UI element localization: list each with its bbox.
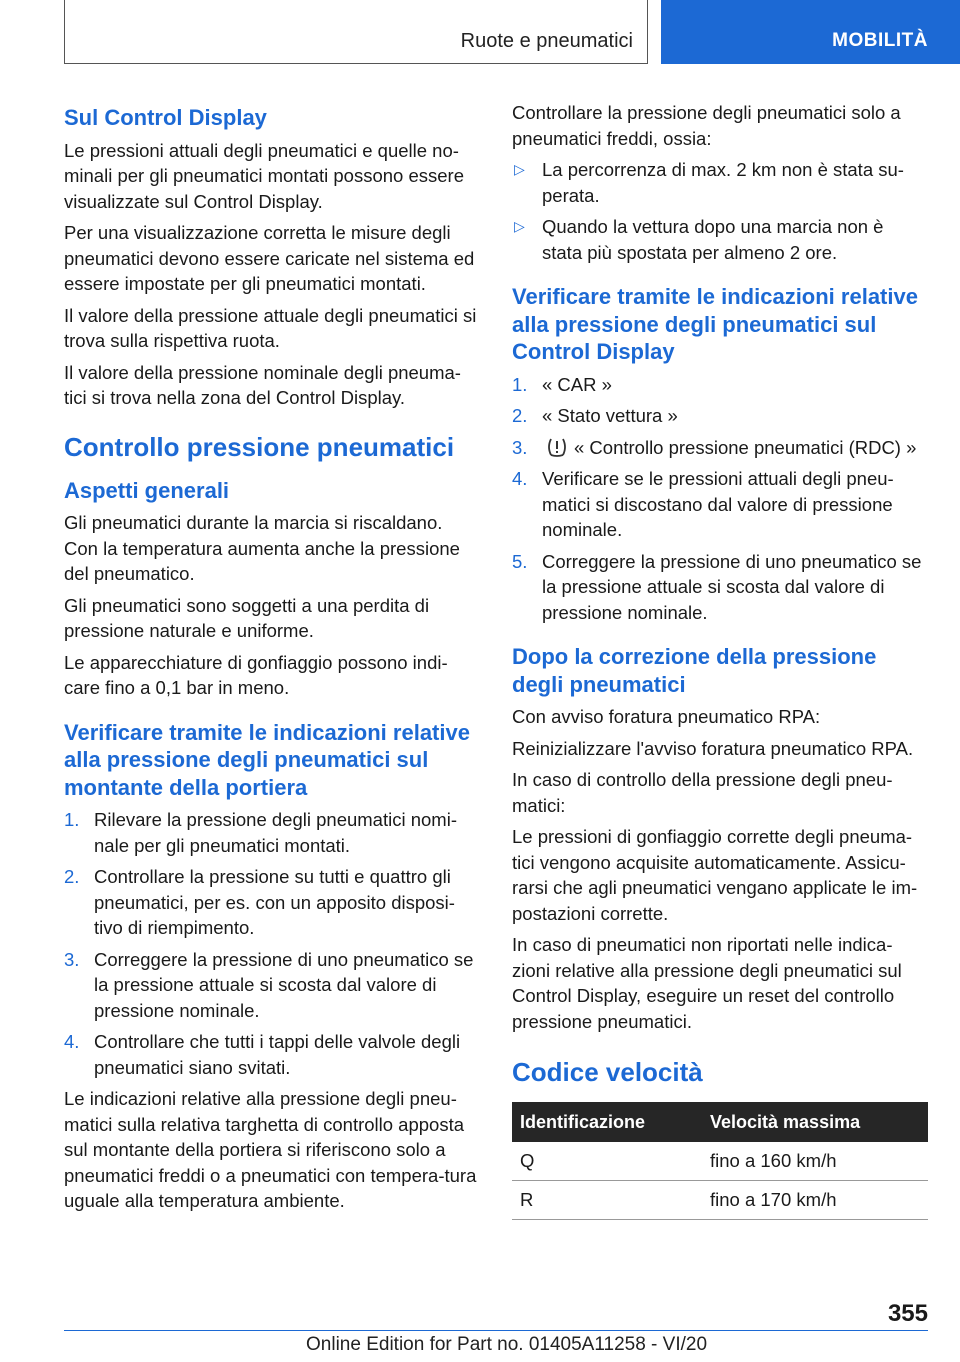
bullet-list [512,157,928,265]
table-cell: R [512,1181,702,1220]
paragraph: Gli pneumatici durante la marcia si riscaldano. Con la temperatura aumenta anche la pressione del pneumatico. [64,512,460,584]
section-title: Ruote e pneumatici [460,30,633,52]
chapter-title: MOBILITÀ [832,30,928,51]
step-text: Verificare se le pressioni attuali degli pneu-matici si discostano dal valore di pressione nominale. [542,468,894,540]
heading-control-display-check: Verificare tramite le indicazioni relative alla pressione degli pneumatici sul Control Display [512,284,918,364]
list-item [512,157,928,208]
table-row [512,1181,928,1220]
step-text: Correggere la pressione di uno pneumatico se la pressione attuale si scosta dal valore di pressione nominale. [94,948,474,1021]
step-text: Correggere la pressione di uno pneumatico se la pressione attuale si scosta dal valore di pressione nominale. [542,550,922,623]
step-number: 3. [64,948,80,970]
list-item [64,864,478,941]
paragraph: Le pressioni di gonfiaggio corrette degli pneuma-tici vengono acquisite automaticamente. Assicu-rarsi che agli pneumatici vengano applicate le im-postazioni corrette. [512,826,918,924]
heading-dopo-correzione: Dopo la correzione della pressione degli pneumatici [512,644,877,697]
footer-divider [64,1330,928,1331]
heading-codice-velocita: Codice velocità [512,1057,703,1087]
column-header: Velocità massima [702,1102,928,1142]
paragraph: Le apparecchiature di gonfiaggio possono indi-care fino a 0,1 bar in meno. [64,651,448,698]
paragraph: Le indicazioni relative alla pressione degli pneu-matici sulla relativa targhetta di controllo apposta sul montante della portiera si riferiscono solo a pneumatici freddi o a pneumatici con tempera-tura uguale alla temperatura ambiente. [64,1088,477,1211]
left-column [64,100,478,1220]
step-text: « CAR » [542,373,612,395]
paragraph: Gli pneumatici sono soggetti a una perdita di pressione naturale e uniforme. [64,594,430,641]
step-text: Controllare che tutti i tappi delle valvole degli pneumatici siano svitati. [94,1031,461,1078]
speed-code-table [512,1102,928,1220]
table-cell: fino a 160 km/h [702,1142,928,1181]
paragraph: Le pressioni attuali degli pneumatici e quelle no-minali per gli pneumatici montati possono essere visualizzate sul Control Display. [64,139,465,212]
steps-list-montante [64,807,478,1080]
bullet-text: Quando la vettura dopo una marcia non è stata più spostata per almeno 2 ore. [542,216,884,263]
chapter-tab [661,0,960,64]
paragraph: Con avviso foratura pneumatico RPA: [512,706,821,727]
step-number: 4. [512,468,528,489]
bullet-text: La percorrenza di max. 2 km non è stata su-perata. [542,159,904,206]
step-text: Rilevare la pressione degli pneumatici nomi-nale per gli pneumatici montati. [94,809,457,856]
step-number: 3. [512,436,528,458]
paragraph: Reinizializzare l'avviso foratura pneumatico RPA. [512,737,914,759]
steps-list-display [512,372,928,626]
table-header-row [512,1102,928,1142]
right-column [512,100,928,1220]
step-number: 1. [512,373,528,395]
step-number: 5. [512,550,528,572]
table-cell: fino a 170 km/h [702,1181,928,1220]
table-cell: Q [512,1142,702,1181]
list-item [64,1029,478,1080]
page-number: 355 [887,1300,928,1327]
footer-edition: Online Edition for Part no. 01405A11258 - VI/20 [306,1334,708,1355]
list-item [512,214,928,265]
list-item [512,549,928,626]
tire-pressure-warning-icon [546,437,568,457]
heading-control-display: Sul Control Display [64,105,267,130]
triangle-bullet-icon: ▷ [514,218,525,234]
heading-aspetti-generali: Aspetti generali [64,477,230,503]
step-text: « Controllo pressione pneumatici (RDC) » [574,436,917,458]
page-header [0,0,960,66]
list-item [512,403,928,429]
paragraph: Per una visualizzazione corretta le misure degli pneumatici devono essere caricate nel sistema ed essere impostate per gli pneumatici montati. [64,222,475,294]
step-number: 2. [512,405,528,426]
list-item [512,372,928,398]
table-row [512,1142,928,1181]
section-header-box [64,0,648,64]
list-item [64,947,478,1024]
triangle-bullet-icon: ▷ [514,161,525,177]
paragraph: In caso di controllo della pressione degli pneu-matici: [512,769,893,816]
step-number: 1. [64,809,80,830]
paragraph: Il valore della pressione attuale degli pneumatici si trova sulla rispettiva ruota. [64,304,477,351]
list-item [512,435,928,461]
paragraph: Controllare la pressione degli pneumatici solo a pneumatici freddi, ossia: [512,102,901,149]
step-number: 4. [64,1031,80,1052]
step-text: Controllare la pressione su tutti e quattro gli pneumatici, per es. con un apposito disposi-tivo di riempimento. [94,866,455,938]
list-item [512,466,928,543]
heading-controllo-pressione: Controllo pressione pneumatici [64,431,455,462]
step-number: 2. [64,866,80,887]
heading-montante-portiera: Verificare tramite le indicazioni relative alla pressione degli pneumatici sul montante della portiera [64,719,470,800]
column-header: Identificazione [512,1102,702,1142]
list-item [64,807,478,858]
paragraph: Il valore della pressione nominale degli pneuma-tici si trova nella zona del Control Display. [64,361,461,408]
paragraph: In caso di pneumatici non riportati nelle indica-zioni relative alla pressione degli pneumatici sul Control Display, eseguire un reset del controllo pressione pneumatici. [512,934,902,1032]
step-text: « Stato vettura » [542,405,678,426]
